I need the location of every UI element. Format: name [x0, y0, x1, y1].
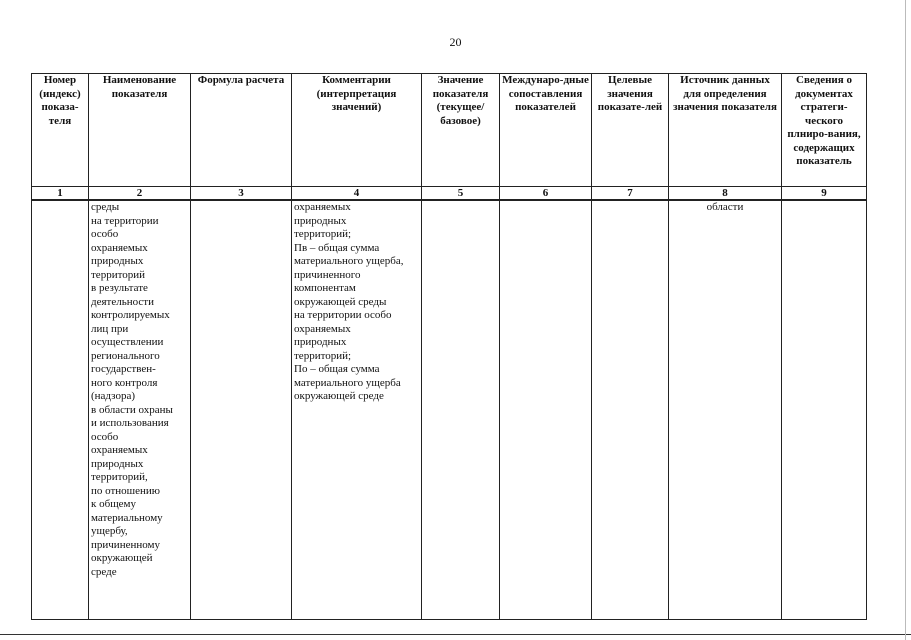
header-target: Целевые значения показате-лей	[592, 74, 669, 187]
header-international: Междунаро-дные сопоставления показателей	[500, 74, 592, 187]
header-name: Наименование показателя	[89, 74, 191, 187]
indicator-table	[31, 73, 867, 620]
column-number-row	[32, 187, 867, 201]
cell-comments: охраняемых природных территорий; Пв – общая сумма материального ущерба, причиненного компонентам окружающей среды на территории особо охраняемых природных территорий; По – общая сумма материального ущерба окружающей среде	[292, 200, 422, 620]
header-source: Источник данных для определения значения показателя	[669, 74, 782, 187]
page-bottom-line	[0, 634, 911, 635]
column-number: 5	[422, 187, 500, 201]
column-number: 6	[500, 187, 592, 201]
column-number: 2	[89, 187, 191, 201]
header-number: Номер (индекс) показа-теля	[32, 74, 89, 187]
column-number: 8	[669, 187, 782, 201]
cell-documents	[782, 200, 867, 620]
page-number: 20	[449, 35, 462, 49]
header-value: Значение показателя (текущее/ базовое)	[422, 74, 500, 187]
cell-international	[500, 200, 592, 620]
column-number: 3	[191, 187, 292, 201]
header-documents: Сведения о документах стратеги-ческого плниро-вания, содержащих показатель	[782, 74, 867, 187]
column-number: 4	[292, 187, 422, 201]
header-comments: Комментарии (интерпретация значений)	[292, 74, 422, 187]
cell-source: области	[669, 200, 782, 620]
table-row	[32, 200, 867, 620]
column-number: 1	[32, 187, 89, 201]
column-number: 9	[782, 187, 867, 201]
header-row	[32, 74, 867, 187]
header-formula: Формула расчета	[191, 74, 292, 187]
cell-value	[422, 200, 500, 620]
cell-name: среды на территории особо охраняемых природных территорий в результате деятельности контролируемых лиц при осуществлении регионального государствен- ного контроля (надзора) в области охраны и использования особо охраняемых природных территорий, по отношению к общему материальному ущербу, причиненному окружающей среде	[89, 200, 191, 620]
cell-target	[592, 200, 669, 620]
page-right-edge	[905, 0, 906, 640]
cell-number	[32, 200, 89, 620]
column-number: 7	[592, 187, 669, 201]
cell-formula	[191, 200, 292, 620]
